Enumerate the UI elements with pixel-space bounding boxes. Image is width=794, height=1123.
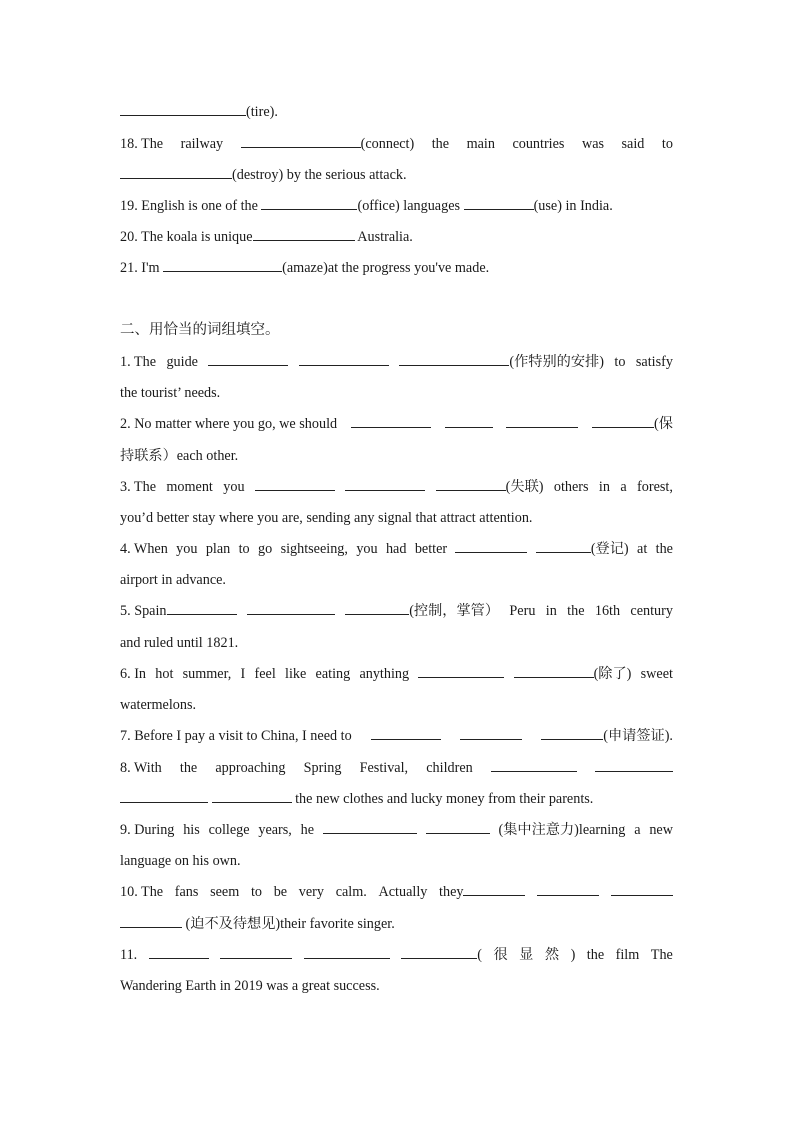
p4-line1: [120, 539, 673, 559]
word: The: [650, 947, 673, 963]
hint-cn: (: [477, 947, 482, 963]
word: railway: [180, 136, 224, 152]
word: 10. The: [120, 884, 164, 900]
word: forest,: [637, 479, 673, 495]
word: Peru: [509, 603, 536, 619]
answer-blank[interactable]: [120, 166, 232, 179]
hint-cn: (除了): [593, 666, 632, 682]
p2-line2: 持联系）each other.: [120, 448, 239, 464]
hint-office: (office) languages: [357, 198, 464, 214]
answer-blank[interactable]: [464, 197, 534, 210]
answer-blank[interactable]: [120, 915, 182, 928]
word: I: [240, 666, 246, 682]
word: years,: [258, 822, 292, 838]
word: main: [466, 136, 495, 152]
p9-line1: [120, 820, 673, 840]
hint-cn: (集中注意力)learning: [498, 822, 626, 838]
word: fans: [174, 884, 199, 900]
word: 4. When: [120, 541, 168, 557]
sentence-text: the new clothes and lucky money from their parents.: [291, 791, 594, 807]
word: like: [285, 666, 307, 682]
answer-blank[interactable]: [220, 946, 292, 959]
answer-blank[interactable]: [401, 946, 477, 959]
word: his: [183, 822, 200, 838]
word: you: [223, 479, 245, 495]
word: you: [356, 541, 378, 557]
q17-continuation: [120, 102, 673, 122]
hint-cn: 然: [544, 947, 560, 963]
answer-blank[interactable]: [436, 478, 506, 491]
word: to: [250, 884, 262, 900]
hint-tire: (tire).: [246, 104, 278, 120]
word: sightseeing,: [280, 541, 348, 557]
word: said: [621, 136, 645, 152]
word: at: [637, 541, 648, 557]
answer-blank[interactable]: [167, 602, 237, 615]
answer-blank[interactable]: [592, 415, 654, 428]
word: very: [298, 884, 324, 900]
q19-line: [120, 196, 673, 216]
answer-blank[interactable]: [426, 821, 490, 834]
word: be: [273, 884, 288, 900]
answer-blank[interactable]: [351, 415, 431, 428]
word: seem: [210, 884, 240, 900]
sentence-text: 21. I'm: [120, 260, 164, 276]
p7-line: [120, 726, 673, 746]
word: the: [655, 541, 673, 557]
word: to: [238, 541, 250, 557]
word: 9. During: [120, 822, 175, 838]
p5-line1: [120, 601, 673, 621]
p1-line1: [120, 352, 673, 372]
p6-line1: [120, 664, 673, 684]
word: he: [300, 822, 315, 838]
word: 8. With: [120, 760, 162, 776]
q20-line: [120, 227, 673, 247]
word: was: [581, 136, 605, 152]
word: Spring: [303, 760, 342, 776]
hint-cn: ): [570, 947, 576, 963]
word: anything: [359, 666, 410, 682]
answer-blank[interactable]: [491, 759, 577, 772]
hint-cn: (失联): [505, 479, 544, 495]
word: a: [620, 479, 627, 495]
p8-line2: [120, 789, 673, 809]
word: to: [614, 354, 626, 370]
word: the: [586, 947, 605, 963]
p5-line2: and ruled until 1821.: [120, 635, 239, 651]
q21-line: [120, 258, 673, 278]
answer-blank[interactable]: [537, 883, 599, 896]
answer-blank[interactable]: [241, 135, 361, 148]
hint-cn: (登记): [590, 541, 629, 557]
sentence-text: Australia.: [354, 229, 413, 245]
word: sweet: [640, 666, 673, 682]
q18-line2: [120, 165, 673, 185]
word: century: [630, 603, 673, 619]
word: 16th: [594, 603, 621, 619]
word: the: [431, 136, 450, 152]
word: 6. In: [120, 666, 147, 682]
word: moment: [166, 479, 213, 495]
word: film: [615, 947, 640, 963]
answer-blank[interactable]: [460, 727, 522, 740]
answer-blank[interactable]: [345, 478, 425, 491]
q18-line1: [120, 134, 673, 154]
answer-blank[interactable]: [595, 759, 673, 772]
word: a: [634, 822, 641, 838]
sentence-text: by the serious attack.: [283, 167, 407, 183]
answer-blank[interactable]: [418, 665, 504, 678]
word: countries: [512, 136, 565, 152]
word: eating: [315, 666, 351, 682]
word: college: [208, 822, 250, 838]
word: plan: [205, 541, 231, 557]
hint-cn: (申请签证).: [603, 728, 673, 744]
word: summer,: [182, 666, 232, 682]
p10-line1: [120, 882, 673, 902]
word: new: [649, 822, 673, 838]
answer-blank[interactable]: [299, 353, 389, 366]
answer-blank[interactable]: [149, 946, 209, 959]
p4-line2: airport in advance.: [120, 572, 226, 588]
answer-blank[interactable]: [304, 946, 390, 959]
answer-blank[interactable]: [255, 478, 335, 491]
p10-line2: [120, 914, 673, 934]
word: others: [553, 479, 589, 495]
p1-line2: the tourist’ needs.: [120, 385, 221, 401]
hint-cn: (作特别的安排): [509, 354, 604, 370]
word: approaching: [215, 760, 286, 776]
p3-line1: [120, 477, 673, 497]
word: 11.: [120, 947, 138, 963]
sentence-text: 19. English is one of the: [120, 198, 262, 214]
word: the: [567, 603, 585, 619]
hint-destroy: (destroy): [232, 167, 284, 183]
answer-blank[interactable]: [514, 665, 594, 678]
hint-cn: (保: [654, 416, 673, 432]
word: better: [414, 541, 448, 557]
hint-cn: 显: [519, 947, 534, 963]
answer-blank[interactable]: [463, 883, 525, 896]
word: calm.: [335, 884, 367, 900]
answer-blank[interactable]: [611, 883, 673, 896]
answer-blank[interactable]: [455, 540, 527, 553]
p3-line2: you’d better stay where you are, sending any signal that attract attention.: [120, 510, 533, 526]
word: had: [385, 541, 407, 557]
word: 5. Spain: [120, 603, 167, 619]
answer-blank[interactable]: [208, 353, 288, 366]
word: children: [426, 760, 473, 776]
sentence-text: (amaze)at the progress you've made.: [282, 260, 490, 276]
sentence-text: 7. Before I pay a visit to China, I need to: [120, 728, 352, 744]
answer-blank[interactable]: [163, 259, 282, 272]
answer-blank[interactable]: [399, 353, 509, 366]
answer-blank[interactable]: [120, 103, 246, 116]
answer-blank[interactable]: [445, 415, 493, 428]
p11-line1: [120, 945, 673, 965]
word: you: [176, 541, 198, 557]
answer-blank[interactable]: [253, 228, 355, 241]
word: Festival,: [359, 760, 409, 776]
p2-line1: [120, 414, 673, 434]
p6-line2: watermelons.: [120, 697, 197, 713]
word: satisfy: [635, 354, 673, 370]
hint-cn: (迫不及待想见)their favorite singer.: [185, 916, 395, 932]
answer-blank[interactable]: [323, 821, 417, 834]
answer-blank[interactable]: [371, 727, 441, 740]
answer-blank[interactable]: [247, 602, 335, 615]
word: 18. The: [120, 136, 164, 152]
sentence-text: 20. The koala is unique: [120, 229, 253, 245]
word: in: [598, 479, 610, 495]
word: feel: [254, 666, 276, 682]
word: 3. The: [120, 479, 156, 495]
p9-line2: language on his own.: [120, 853, 241, 869]
section-title: 二、用恰当的词组填空。: [120, 322, 280, 338]
word: the: [179, 760, 198, 776]
p11-line2: Wandering Earth in 2019 was a great success.: [120, 978, 380, 994]
answer-blank[interactable]: [212, 790, 292, 803]
hint-use: (use) in India.: [533, 198, 613, 214]
word: go: [258, 541, 273, 557]
answer-blank[interactable]: [541, 727, 603, 740]
hint-connect: (connect): [360, 136, 415, 152]
answer-blank[interactable]: [345, 602, 409, 615]
answer-blank[interactable]: [120, 790, 208, 803]
answer-blank[interactable]: [536, 540, 591, 553]
word: they: [439, 884, 464, 900]
word: 1. The: [120, 354, 156, 370]
word: Actually: [378, 884, 428, 900]
p8-line1: [120, 758, 673, 778]
hint-cn: (控制，掌管）: [409, 603, 500, 619]
word: in: [545, 603, 557, 619]
answer-blank[interactable]: [261, 197, 357, 210]
word: to: [661, 136, 673, 152]
answer-blank[interactable]: [506, 415, 578, 428]
hint-cn: 很: [493, 947, 508, 963]
word: guide: [166, 354, 198, 370]
word: hot: [155, 666, 174, 682]
sentence-text: 2. No matter where you go, we should: [120, 416, 338, 432]
